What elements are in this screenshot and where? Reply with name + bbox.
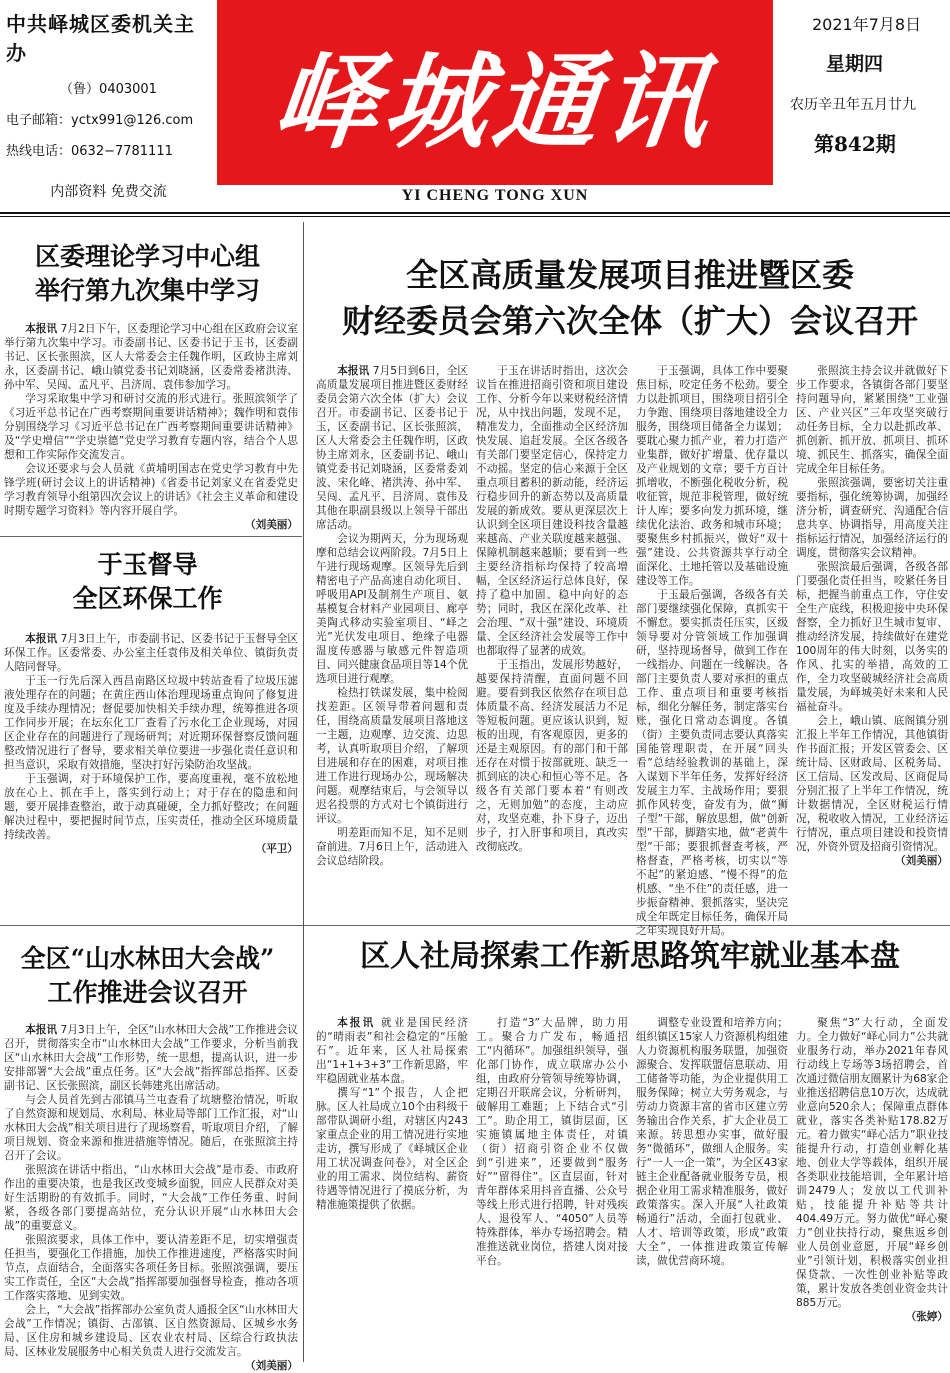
lunar-date: 农历辛丑年五月廿九 bbox=[790, 97, 916, 113]
masthead-left-info bbox=[6, 8, 211, 201]
employment-lead: 本报讯 bbox=[337, 1017, 376, 1029]
meeting-p7: 于玉强调，具体工作中要聚焦目标，咬定任务不松劲。要全力以赴抓项目，围绕项目招引全力争跑、围绕项目落地建设全力服务，围绕项目储备全力谋划；要耽心聚力抓产业，着力打造产业集群，做好扩增量、优存量以及产业规划的文章；要千方百计抓增收，不断强化税收分析，税收征管，规范非税管理，做好统计人库；要多向发力抓环境，继续优化法治、政务和城市环境；要聚焦乡村抓振兴，做好“双十强”建设、公共资源共享行动全面深化、土地托管以及基础设施建设等工作。 bbox=[636, 365, 788, 587]
sponsor-org: 中共峄城区委机关主办 bbox=[6, 12, 195, 65]
study-p2: 学习采取集中学习和研讨交流的形式进行。张照滨领学了《习近平总书记在广西考察期间重要讲话精神》；魏作明和袁伟分别围绕学习《习近平总书记在广西考察期间重要讲话精神》及“学史增信”“学史崇德”党史学习教育专题内容，结合个人思想和工作实际作交流发言。 bbox=[4, 393, 298, 461]
meeting-headline-line2: 财经委员会第六次全体（扩大）会议召开 bbox=[341, 302, 918, 341]
hotline-line: 热线电话：0632−7781111 bbox=[6, 144, 173, 159]
newspaper-title: 峄城通讯 bbox=[267, 39, 721, 163]
mountain-p2: 与会人员首先到古邵镇马兰屯查看了坑塘整治情况，听取了自然资源和规划局、水利局、林业局等部门工作汇报，对“山水林田大会战”相关项目进行了现场察看，听取项目介绍，了解项目规划、资金来源和推进措施等情况。随后，在张照滨主持召开了会议。 bbox=[4, 1094, 298, 1162]
issue-date: 2021年7月8日 bbox=[812, 15, 922, 34]
study-lead: 本报讯 bbox=[25, 323, 58, 335]
employment-p2: 撰写“1”个报告，人企把脉。区人社局成立10个由科级干部带队调研小组，对辖区内243家重点企业的用工情况进行实地走访，撰写形成了《峄城区企业用工状况调查问卷》，对全区企业的用工需求、岗位结构、薪资待遇等情况进行了摸底分析，为精准施策提供了依据。 bbox=[316, 1087, 468, 1211]
mountain-byline: （刘美丽） bbox=[245, 1360, 298, 1372]
employment-col-1 bbox=[316, 1016, 468, 1364]
meeting-p5: 于玉在讲话时指出，这次会议旨在推进招商引资和项目建设工作、分析今年以来财税经济情况，从中找出问题，发现不足，精准发力，全面推动全区经济加快发展、追赶发展。全区各级各有关部门要坚定信心，保持定力不动摇。坚定的信心来源于全区重点项目蓄积的新动能，经济运行稳步回升的新态势以及高质量发展的新成效。要从更深层次上认识到全区项目建设科技含量越来越高、产业关联度越来越强、保障机制越来越顺；要看到一些主要经济指标均保持了较高增幅，全区经济运行总体良好，保持了稳中加固、稳中向好的态势；同时，我区在深化改革、社会治理、“双十强”建设、环境质量、全区经济社会发展等工作中也都取得了显著的成效。 bbox=[476, 365, 628, 657]
masthead-right-info bbox=[778, 12, 948, 157]
study-headline-line1: 区委理论学习中心组 bbox=[34, 242, 260, 271]
study-byline: （刘美丽） bbox=[245, 519, 298, 531]
meeting-lead: 本报讯 bbox=[337, 365, 370, 377]
employment-p1: 就业是国民经济的“晴雨表”和社会稳定的“压舱石”。近年来，区人社局探索出“1+1+3+3”工作新思路，牢牢稳固就业基本盘。 bbox=[316, 1017, 469, 1085]
mountain-p1: 7月3日上午，全区“山水林田大会战”工作推进会议召开，贯彻落实全市“山水林田大会战”工作要求，分析当前我区“山水林田大会战”工作形势，统一思想，提高认识，进一步安排部署“大会战”重点任务。区“大会战”指挥部总指挥、区委副书记、区长张照滨，副区长韩建兆出席活动。 bbox=[4, 1024, 298, 1092]
internal-note: 内部资料 免费交流 bbox=[50, 184, 167, 200]
mountain-body bbox=[4, 1023, 298, 1372]
mountain-p5: 会上，“大会战”指挥部办公室负责人通报全区“山水林田大会战”工作情况；镇街、古邵镇、区自然资源局、区城乡水务局、区住房和城乡建设局、区农业农村局、区综合行政执法局、区林业发展服务中心相关负责人进行交流发言。 bbox=[4, 1304, 298, 1358]
study-headline-line2: 举行第九次集中学习 bbox=[34, 275, 260, 305]
column-separator bbox=[303, 222, 304, 1362]
meeting-headline bbox=[312, 252, 948, 345]
employment-col-3 bbox=[636, 1016, 788, 1364]
env-byline: （平卫） bbox=[255, 843, 298, 855]
employment-col-4 bbox=[796, 1016, 948, 1364]
mountain-headline-line1: 全区“山水林田大会战” bbox=[20, 944, 275, 973]
meeting-col-3 bbox=[636, 364, 788, 937]
study-p3: 会议还要求与会人员就《黄埔明国志在党史学习教育中先锋学班(研讨会议上的讲话精神)《省委书记刘家义在省委党史学习教育领导小组第四次会议上的讲话》《社会主义革命和建设时期专题学习资料》等内容开展自学。 bbox=[4, 463, 298, 517]
study-p1: 7月2日下午，区委理论学习中心组在区政府会议室举行第九次集中学习。市委副书记、区委书记于玉书，区委副书记、区长张照滨，区人大常委会主任魏作明，区政协主席刘永，区委副书记、峨山镇党委书记刘晓涵，区委常委褚洪涛、孙中军、吴闯、孟凡平、吕济周、袁伟参加学习。 bbox=[4, 323, 298, 391]
issue-weekday: 星期四 bbox=[826, 53, 884, 75]
employment-p3: 打造“3”大品牌，助力用工。聚合力广发布，畅通招工“内循环”。加强组织领导，强化部门协作，成立联席办公小组，由政府分管领导统筹协调，定期召开联席会议，分析研判，破解用工难题；上下结合式“引工”。助企用工，镇街层面，区实施镇属地主体责任，对镇（街）招商引资企业不仅做到“引进来”，还要做到“服务好”“留得住”。区直层面，针对青年群体采用抖音直播、公众号等线上形式进行招聘，针对残疾人、退役军人、“4050”人员等特殊群体，举办专场招聘会。精准推送就业岗位，搭建人岗对接平台。 bbox=[476, 1017, 628, 1267]
meeting-p6: 于玉指出，发展形势越好，越要保持清醒，直面问题不回避。要看到我区依然存在项目总体质量不高、经济发展活力不足等短板问题。更应该认识到，短板的出现，有客观原因，更多的还是主观原因。有的部门和干部还存在对惯于按部就班、缺乏一抓到底的决心和恒心等不足。各级各有关部门要本着“有则改之，无则加勉”的态度，主动应对，攻坚克难，扑下身子，迈出步子，打入肝事和项目，真改实改彻底改。 bbox=[476, 659, 628, 853]
study-body bbox=[4, 322, 298, 531]
meeting-col-4 bbox=[796, 364, 948, 916]
employment-col-2 bbox=[476, 1016, 628, 1364]
email-line: 电子邮箱：yctx991@126.com bbox=[6, 113, 194, 128]
mountain-headline bbox=[0, 942, 295, 1010]
meeting-headline-line1: 全区高质量发展项目推进暨区委 bbox=[405, 256, 854, 294]
employment-p4: 调整专业设置和培养方向；组织镇区15家人力资源机构组建人力资源机构服务联盟，加强资源聚合、发挥联盟信息联动、用工储备等功能，为企业提供用工服务保障；树立大劳务观念，与劳动力资源丰富的省市区建立劳务输出合作关系，扩大企业员工来源。转思想办实事，做好服务“微循环”，做细人企服务。实行“一人一企一策”，为全区43家链主企业配备就业服务专员，根据企业用工需求精准服务，做好政策落实。深入开展“人社政策畅通行”活动，全面打包就业、人才、培训等政策，形成“政策大全”，一体推进政策宣传解读，做优营商环境。 bbox=[636, 1017, 788, 1267]
registration-number: （鲁）0403001 bbox=[60, 82, 157, 97]
section-divider bbox=[0, 925, 950, 926]
meeting-byline: （刘美丽） bbox=[895, 855, 948, 867]
left-divider-1 bbox=[0, 536, 302, 537]
env-headline-line2: 全区环保工作 bbox=[72, 583, 223, 613]
mountain-lead: 本报讯 bbox=[25, 1024, 58, 1036]
meeting-col-1 bbox=[316, 364, 468, 916]
employment-headline: 区人社局探索工作新思路筑牢就业基本盘 bbox=[360, 939, 900, 974]
meeting-p4: 明差距而知不足，知不足则奋前进。7月6日上午，活动进入会议总结阶段。 bbox=[316, 827, 468, 867]
masthead-divider bbox=[0, 212, 950, 214]
masthead-divider-thin bbox=[0, 216, 950, 217]
newspaper-pinyin: YI CHENG TONG XUN bbox=[401, 187, 589, 204]
mountain-p3: 张照滨在讲话中指出，“山水林田大会战”是市委、市政府作出的重要决策，也是我区改变城乡面貌，回应人民群众对美好生活期盼的有效抓手。同时，“大会战”工作任务重、时间紧，各级各部门要提高站位，充分认识开展“山水林田大会战”的重要意义。 bbox=[4, 1164, 298, 1232]
meeting-p1: 7月5日到6日，全区高质量发展项目推进暨区委财经委员会第六次全体（扩大）会议召开。市委副书记、区委书记于玉，区委副书记、区长张照滨，区人大常委会主任魏作明，区政协主席刘永，区委副书记、峨山镇党委书记刘晓涵，区委常委刘波、宋化峰、褚洪涛、孙中军、吴闯、孟凡平、吕济周、袁伟及其他在职副县级以上领导干部出席活动。 bbox=[316, 365, 468, 531]
meeting-p8: 于玉最后强调，各级各有关部门要继续强化保障，真抓实干不懈怠。要实抓责任压实，区级领导要对分管领域工作加强调研，坚持现场督导，做到工作在一线指办、问题在一线解决。各部门主要负责人要对承担的重点工作、重点项目和重要考核指标，细化分解任务，制定落实台账，强化日常动态调度。各镇（街）主要负责同志要认真落实国能管理职责，在开展“回头看”总结经验教训的基础上，深入谋划下半年任务，发挥好经济发展主力军、主战场作用；要狠抓作风转变，奋发有为，做“狮子型”干部，解放思想，做“创新型”干部，脚踏实地，做“老黄牛型”干部；要狠抓督查考核，严格督查，严格考核，切实以“等不起”的紧迫感、“慢不得”的危机感、“坐不住”的责任感，进一步振奋精神、狠抓落实，坚决完成全年既定目标任务，确保开局之年实现良好开局。 bbox=[636, 589, 788, 937]
env-body bbox=[4, 632, 298, 914]
env-headline-line1: 于玉督导 bbox=[97, 550, 198, 579]
study-headline bbox=[0, 240, 295, 308]
mountain-p4: 张照滨要求，具体工作中，要认清差距不足，切实增强责任担当，要强化工作措施，加快工作推进速度，严格落实时间节点，点面结合，全面落实各项任务目标。张照滨强调，要压实工作责任，全区“大会战”指挥部要加强督导检查，推动各项工作落实落地、见到实效。 bbox=[4, 1234, 298, 1302]
env-headline bbox=[0, 548, 295, 616]
employment-byline: （张婷） bbox=[905, 1311, 948, 1323]
meeting-p10: 张照滨强调，要密切关注重要指标，强化统筹协调，加强经济分析，调查研究、沟通配合信息共享、协调指导，用高度关注指标运行情况，加强经济运行的调度，贯彻落实会议精神。 bbox=[796, 477, 948, 559]
meeting-p9: 张照滨主持会议并就做好下步工作要求，各镇街各部门要坚持问题导向，紧紧围绕“工业强区、产业兴区”三年攻坚突破行动任务目标，全力以赴抓改革、抓创新、抓开放、抓项目、抓环境、抓民生、抓落实，确保全面完成全年目标任务。 bbox=[796, 365, 948, 475]
meeting-p2: 会议为期两天，分为现场观摩和总结会议两阶段。7月5日上午进行现场观摩。区领导先后到精密电子产品高速自动化项目、呼吸用API及制剂生产项目、氨基模复合材料产业园项目、廊亭美陶式移动实验室项目、“峄之光”光伏发电项目、绝缘子电器温度传感器与敏感元件智造项目、同兴健康食品项目等14个优选项目进行观摩。 bbox=[316, 533, 468, 685]
env-lead: 本报讯 bbox=[25, 633, 58, 645]
env-p2: 于玉一行先后深入西昌南路区垃圾中转站查看了垃圾压滤液处理存在的问题；在黄庄西山体治理现场重点询问了修复进度及手续办理情况；督促要加快相关手续办理，统筹推进各项工作同步开展；在坛东化工厂查看了污水化工企业现场，对园区企业存在的问题进行了现场研判；对近期环保督察反馈问题整改情况进行了督导，要求相关单位要进一步强化责任意识和担当意识，采取有效措施，坚决打好污染防治攻坚战。 bbox=[4, 675, 298, 771]
meeting-col-2 bbox=[476, 364, 628, 916]
meeting-p3: 检热打铁谋发展，集中检阅找差距。区领导带着问题和责任，围绕高质量发展项目落地这一主题，边观摩、边交流、边思考，认真听取项目介绍，了解项目进展和存在的困难，对项目推进工作进行现场办公，现场解决问题。观摩结束后，与会领导以迟名投票的方式对七个镇街进行评议。 bbox=[316, 687, 468, 825]
issue-number: 第842期 bbox=[814, 132, 896, 156]
masthead-title-block bbox=[217, 0, 773, 185]
env-p1: 7月3日上午，市委副书记、区委书记于玉督导全区环保工作。区委常委、办公室主任袁伟及相关单位、镇街负责人陪同督导。 bbox=[4, 633, 298, 673]
mountain-headline-line2: 工作推进会议召开 bbox=[47, 977, 248, 1007]
employment-p5: 聚焦“3”大行动，全面发力。全力做好“峄心同力”公共就业服务行动，举办2021年春风行动线上专场等3场招聘会，首次通过微信朋友圈累计为68家企业推送招聘信息10万次，达成就业意向520余人；保障重点群体就业，落实各类补贴178.82万元。着力做实“峄心活力”职业技能提升行动，打造创业孵化基地、创业大学等载体，组织开展各类职业技能培训，全年累计培训2479人；发放以工代训补贴，技能提升补贴等共计404.49万元。努力做优“峄心聚力”创业扶持行动，聚焦返乡创业人员创业意愿，开展“峄乡创业”引领计划，积极落实创业担保贷款、一次性创业补贴等政策，累计发放各类创业资金共计885万元。 bbox=[796, 1017, 948, 1309]
masthead bbox=[0, 0, 950, 215]
meeting-p12: 会上，峨山镇、底阁镇分别汇报上半年工作情况，其他镇街作书面汇报；开发区管委会、区统计局、区财政局、区税务局、区工信局、区发改局、区商促局分别汇报了上半年工作情况，统计数据情况，全区财税运行情况，税收收入情况，工业经济运行情况，重点项目建设和投资情况，外资外贸及招商引资情况。 bbox=[796, 715, 948, 853]
env-p3: 于玉强调，对于环境保护工作，要高度重视，毫不放松地放在心上、抓在手上，落实到行动上；对于存在的隐患和问题，要开展排查整治，敢于动真碰硬，全力抓好整改；在问题解决过程中，要把握时间节点，压实责任，推动全区环境质量持续改善。 bbox=[4, 773, 298, 841]
meeting-p11: 张照滨最后强调，各级各部门要强化责任担当，咬紧任务目标，把握当前重点工作，守住安全生产底线，积极迎接中央环保督察，全力抓好卫生城市复审、推动经济发展，持续做好在建党100周年的伟大时刻，以务实的作风、扎实的举措，高效的工作，全力攻坚破城经济社会高质量发展，为峄城美好未来和人民福祉奋斗。 bbox=[796, 561, 948, 713]
